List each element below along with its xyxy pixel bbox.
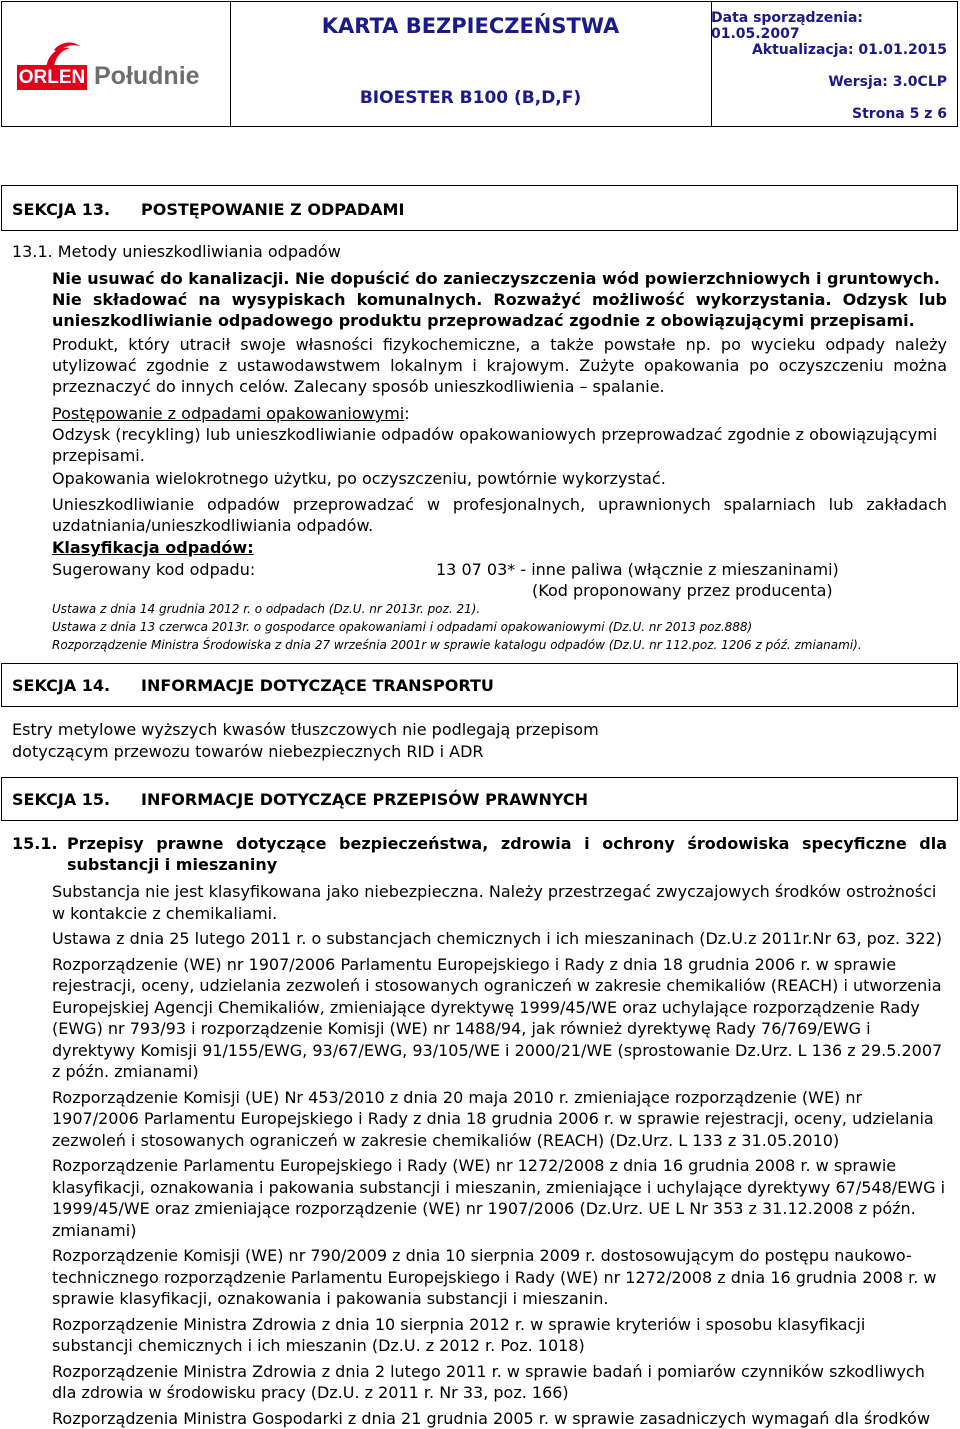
- text-line: uzdatniania/unieszkodliwiania odpadów.: [52, 515, 373, 536]
- section-title: POSTĘPOWANIE Z ODPADAMI: [141, 200, 404, 219]
- section-number: SEKCJA 13.: [12, 200, 110, 219]
- text-line: przepisami.: [52, 445, 145, 466]
- document-title: KARTA BEZPIECZEŃSTWA: [230, 14, 711, 38]
- section-14-header: [1, 663, 958, 707]
- update-date: Aktualizacja: 01.01.2015: [752, 42, 947, 58]
- regulation-paragraph: Rozporządzenie Ministra Zdrowia z dnia 2 lutego 2011 r. w sprawie badań i pomiarów czynników szkodliwych dla zdrowia w środowisku pracy (Dz.U. z 2011 r. Nr 33, poz. 166): [52, 1361, 947, 1404]
- company-subname: Południe: [94, 62, 200, 91]
- text-line: utylizować zgodnie z ustawodawstwem lokalnym i krajowym. Zużyte opakowania po oczyszczeniu można: [52, 355, 947, 376]
- version: Wersja: 3.0CLP: [828, 74, 947, 90]
- regulation-paragraph: Rozporządzenie (WE) nr 1907/2006 Parlamentu Europejskiego i Rady z dnia 18 grudnia 2006 r. w sprawie rejestracji, oceny, udzielania zezwoleń i stosowanych ograniczeń w zakresie chemikaliów (REACH) i utworzenia Europejskiej Agencji Chemikaliów, zmieniające dyrektywę 1999/45/WE oraz uchylające rozporządzenie Rady (EWG) nr 793/93 i rozporządzenie Komisji (WE) nr 1488/94, jak również dyrektywę Rady 76/769/EWG i dyrektywy Komisji 91/155/EWG, 93/67/EWG, 93/105/WE i 2000/21/WE (sprostowanie Dz.Urz. L 136 z 29.5.2007 z późn. zmianami): [52, 954, 947, 1083]
- regulation-paragraph: Ustawa z dnia 25 lutego 2011 r. o substancjach chemicznych i ich mieszaninach (Dz.U.z 2011r.Nr 63, poz. 322): [52, 928, 947, 950]
- text-line: Nie składować na wysypiskach komunalnych. Rozważyć możliwość wykorzystania. Odzysk lub: [52, 289, 947, 310]
- regulation-paragraph: Rozporządzenie Ministra Zdrowia z dnia 10 sierpnia 2012 r. w sprawie kryteriów i sposobu klasyfikacji substancji chemicznych i ich mieszanin (Dz.U. z 2012 r. Poz. 1018): [52, 1314, 947, 1357]
- subsection-title-cont: substancji i mieszaniny: [67, 854, 277, 875]
- regulation-paragraph: Rozporządzenie Parlamentu Europejskiego i Rady (WE) nr 1272/2008 z dnia 16 grudnia 2008 r. w sprawie klasyfikacji, oznakowania i pakowania substancji i mieszanin, zmieniające i uchylające dyrektywy 67/548/EWG i 1999/45/WE oraz zmieniające rozporządzenie (WE) nr 1907/2006 (Dz.Urz. UE L Nr 353 z 31.12.2008 z późn. zmianami): [52, 1155, 947, 1241]
- section-15-header: [1, 777, 958, 821]
- regulations-list: [52, 881, 947, 1429]
- text-line: Produkt, który utracił swoje własności fizykochemiczne, a także powstałe np. po wycieku odpady należy: [52, 334, 947, 355]
- product-name: BIOESTER B100 (B,D,F): [230, 88, 711, 108]
- legal-reference: Rozporządzenie Ministra Środowiska z dnia 27 września 2001r w sprawie katalogu odpadów (Dz.U. nr 112.poz. 1206 z póź. zmianami).: [52, 635, 862, 656]
- text-line: unieszkodliwianie odpadowego produktu przeprowadzać zgodnie z obowiązującymi przepisami.: [52, 310, 915, 331]
- text-line: dotyczącym przewozu towarów niebezpiecznych RID i ADR: [12, 741, 484, 762]
- section-number: SEKCJA 14.: [12, 676, 110, 695]
- title-cell: [230, 2, 712, 126]
- logo-cell: [2, 2, 231, 126]
- legal-reference: Ustawa z dnia 14 grudnia 2012 r. o odpadach (Dz.U. nr 2013r. poz. 21).: [52, 599, 480, 620]
- regulation-paragraph: Rozporządzenie Komisji (UE) Nr 453/2010 z dnia 20 maja 2010 r. zmieniające rozporządzenie (WE) nr 1907/2006 Parlamentu Europejskiego i Rady z dnia 18 grudnia 2006 r. w sprawie rejestracji, oceny, udzielania zezwoleń i stosowanych ograniczeń w zakresie chemikaliów (REACH) (Dz.Urz. L 133 z 31.05.2010): [52, 1087, 947, 1152]
- regulation-paragraph: Substancja nie jest klasyfikowana jako niebezpieczna. Należy przestrzegać zwyczajowych środków ostrożności w kontakcie z chemikaliami.: [52, 881, 947, 924]
- regulation-paragraph: Rozporządzenie Komisji (WE) nr 790/2009 z dnia 10 sierpnia 2009 r. dostosowującym do postępu naukowo-technicznego rozporządzenie Parlamentu Europejskiego i Rady (WE) nr 1272/2008 z dnia 16 grudnia 2008 r. w sprawie klasyfikacji, oznakowania i pakowania substancji i mieszanin.: [52, 1245, 947, 1310]
- classification-heading: Klasyfikacja odpadów:: [52, 537, 254, 558]
- section-title: INFORMACJE DOTYCZĄCE PRZEPISÓW PRAWNYCH: [141, 790, 588, 809]
- text-line: Estry metylowe wyższych kwasów tłuszczowych nie podlegają przepisom: [12, 719, 599, 740]
- section-title: INFORMACJE DOTYCZĄCE TRANSPORTU: [141, 676, 494, 695]
- section-number: SEKCJA 15.: [12, 790, 110, 809]
- subsection-13-1: 13.1. Metody unieszkodliwiania odpadów: [12, 241, 341, 262]
- waste-code-label: Sugerowany kod odpadu:: [52, 559, 255, 580]
- legal-reference: Ustawa z dnia 13 czerwca 2013r. o gospodarce opakowaniami i odpadami opakowaniowymi (Dz.U. nr 2013 poz.888): [52, 617, 752, 638]
- text-line: przeznaczyć do innych celów. Zalecany sposób unieszkodliwienia – spalanie.: [52, 376, 665, 397]
- waste-code-note: (Kod proponowany przez producenta): [532, 580, 833, 601]
- packaging-heading: Postępowanie z odpadami opakowaniowymi:: [52, 403, 410, 424]
- text-line: Nie usuwać do kanalizacji. Nie dopuścić do zanieczyszczenia wód powierzchniowych i gruntowych.: [52, 268, 940, 289]
- text-line: Odzysk (recykling) lub unieszkodliwianie odpadów opakowaniowych przeprowadzać zgodnie z obowiązującymi: [52, 424, 959, 445]
- text-line: Opakowania wielokrotnego użytku, po oczyszczeniu, powtórnie wykorzystać.: [52, 468, 666, 489]
- waste-code-value: 13 07 03* - inne paliwa (włącznie z mieszaninami): [436, 559, 839, 580]
- page-number: Strona 5 z 6: [852, 106, 947, 122]
- orlen-logo: ORLEN: [17, 65, 87, 90]
- subsection-number: 15.1.: [12, 833, 58, 854]
- creation-date: Data sporządzenia: 01.05.2007: [711, 10, 947, 42]
- document-header: [1, 1, 958, 127]
- meta-cell: [711, 2, 957, 126]
- regulation-paragraph: Rozporządzenia Ministra Gospodarki z dnia 21 grudnia 2005 r. w sprawie zasadniczych wymagań dla środków: [52, 1408, 947, 1429]
- section-13-header: [1, 185, 958, 231]
- text-line: Unieszkodliwianie odpadów przeprowadzać w profesjonalnych, uprawnionych spalarniach lub zakładach: [52, 494, 947, 515]
- subsection-title: Przepisy prawne dotyczące bezpieczeństwa, zdrowia i ochrony środowiska specyficzne dla: [67, 833, 947, 854]
